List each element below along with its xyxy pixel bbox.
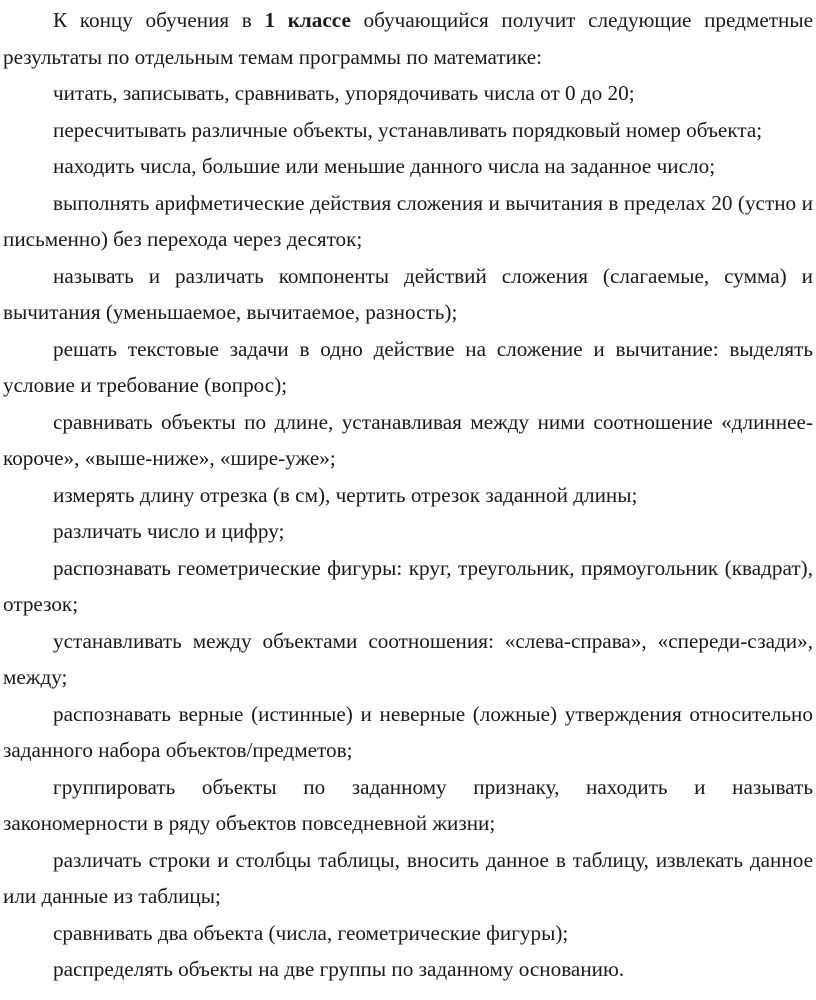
list-item: находить числа, большие или меньшие данного числа на заданное число; (53, 154, 716, 178)
list-item: группировать объекты по заданному признаку, находить и называть закономерности в ряду объектов повседневной жизни; (3, 774, 813, 835)
list-item: устанавливать между объектами соотношения: «слева-справа», «спереди-сзади», между; (3, 628, 813, 689)
list-item: читать, записывать, сравнивать, упорядочивать числа от 0 до 20; (53, 81, 635, 105)
list-item: распознавать верные (истинные) и неверные (ложные) утверждения относительно заданного набора объектов/предметов; (3, 701, 813, 762)
list-item: решать текстовые задачи в одно действие на сложение и вычитание: выделять условие и требование (вопрос); (3, 336, 813, 397)
list-item: измерять длину отрезка (в см), чертить отрезок заданной длины; (53, 482, 638, 507)
intro-text-end: обучающийся получит следующие предметные результаты по отдельным темам программы по математике: (3, 8, 813, 69)
intro-paragraph (3, 2, 813, 75)
intro-text-start: К концу обучения в (53, 8, 265, 32)
list-item: распознавать геометрические фигуры: круг, треугольник, прямоугольник (квадрат), отрезок; (3, 555, 813, 616)
list-item: сравнивать два объекта (числа, геометрические фигуры); (53, 920, 569, 945)
intro-grade-emphasis: 1 классе (264, 8, 351, 32)
list-item: называть и различать компоненты действий сложения (слагаемые, сумма) и вычитания (уменьшаемое, вычитаемое, разность); (3, 263, 813, 324)
list-item: распределять объекты на две группы по заданному основанию. (53, 957, 625, 981)
list-item: пересчитывать различные объекты, устанавливать порядковый номер объекта; (53, 117, 763, 142)
results-list (3, 75, 813, 988)
list-item: различать число и цифру; (53, 519, 285, 543)
list-item: различать строки и столбцы таблицы, вносить данное в таблицу, извлекать данное или данные из таблицы; (3, 847, 813, 908)
list-item: выполнять арифметические действия сложения и вычитания в пределах 20 (устно и письменно) без перехода через десяток; (3, 190, 813, 251)
list-item: сравнивать объекты по длине, устанавливая между ними соотношение «длиннее-короче», «выше-ниже», «шире-уже»; (3, 409, 813, 470)
